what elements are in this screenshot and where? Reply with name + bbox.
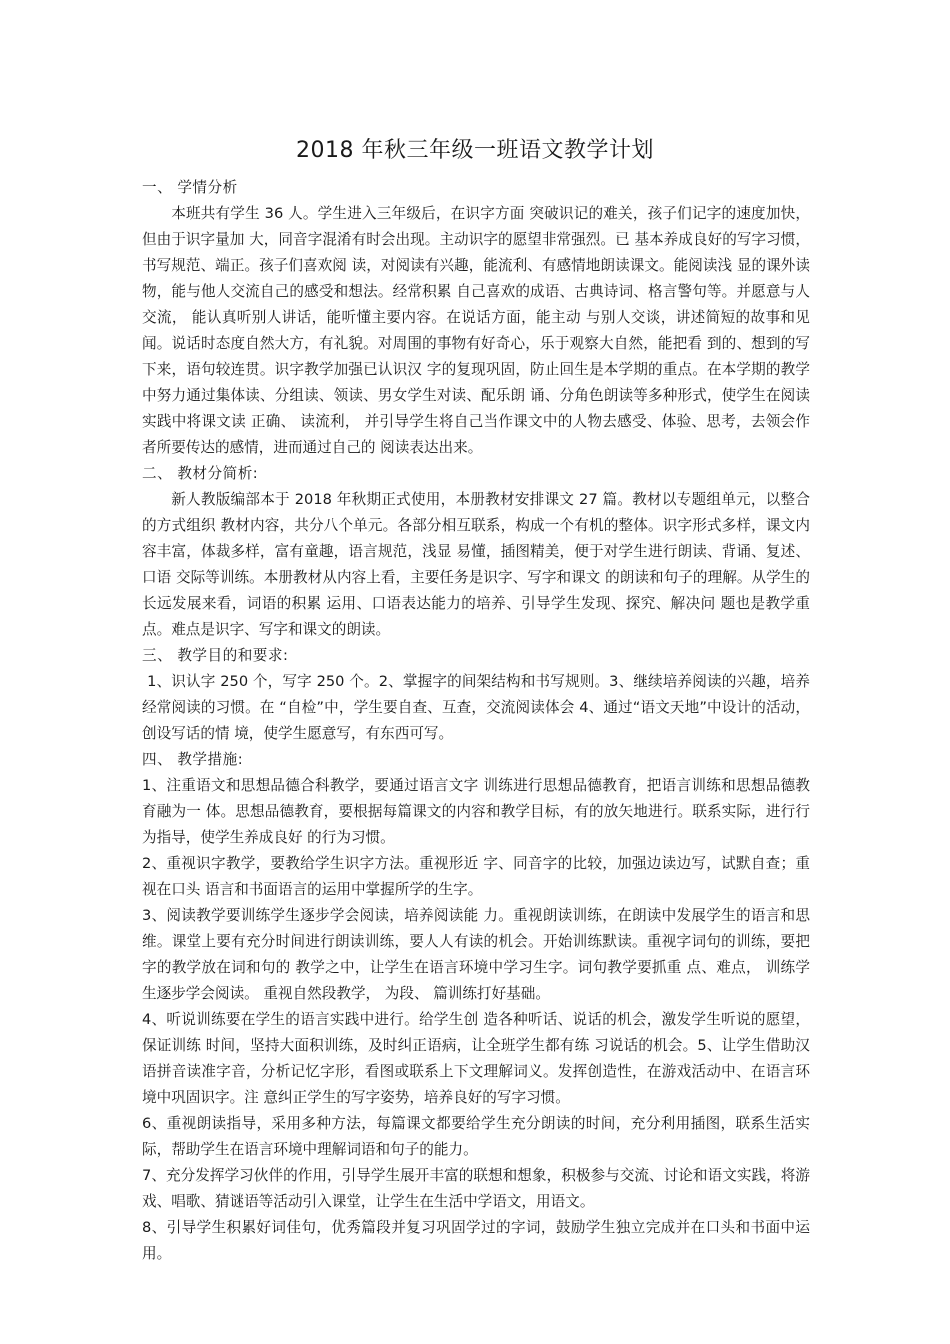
teaching-measure-item-2: 2、重视识字教学，要教给学生识字方法。重视形近 字、同音字的比较，加强边读边写，试默自查；重视在口头 语言和书面语言的运用中掌握所学的生字。	[142, 855, 810, 898]
section-heading-teaching-measures: 四、 教学措施:	[142, 751, 244, 768]
document-title: 2018 年秋三年级一班语文教学计划	[296, 138, 654, 163]
section-heading-teaching-goals: 三、 教学目的和要求:	[142, 647, 289, 664]
teaching-measure-item-6: 6、重视朗读指导，采用多种方法，每篇课文都要给学生充分朗读的时间，充分利用插图，联系生活实际，帮助学生在语言环境中理解词语和句子的能力。	[142, 1115, 810, 1158]
teaching-measure-item-3: 3、阅读教学要训练学生逐步学会阅读，培养阅读能 力。重视朗读训练，在朗读中发展学生的语言和思维。课堂上要有充分时间进行朗读训练，要人人有读的机会。开始训练默读。重视字词句的训练，要把字的教学放在词和句的 教学之中，让学生在语言环境中学习生字。词句教学要抓重 点、难点， 训练学生逐步学会阅读。 重视自然段教学， 为段、 篇训练打好基础。	[142, 907, 810, 1002]
textbook-analysis-paragraph: 新人教版编部本于 2018 年秋期正式使用，本册教材安排课文 27 篇。教材以专题组单元，以整合的方式组织 教材内容，共分八个单元。各部分相互联系，构成一个有机的整体。识字形式多样，课文内容丰富，体裁多样，富有童趣，语言规范，浅显 易懂，插图精美，便于对学生进行朗读、背诵、复述、口语 交际等训练。本册教材从内容上看，主要任务是识字、写字和课文 的朗读和句子的理解。从学生的长远发展来看，词语的积累 运用、口语表达能力的培养、引导学生发现、探究、解决问 题也是教学重点。难点是识字、写字和课文的朗读。	[142, 491, 810, 638]
teaching-goals-paragraph: 1、识认字 250 个，写字 250 个。2、掌握字的间架结构和书写规则。3、继续培养阅读的兴趣，培养经常阅读的习惯。在 “自检”中，学生要自查、互查，交流阅读体会 4、通过“语文天地”中设计的活动，创设写话的情 境，使学生愿意写，有东西可写。	[142, 673, 810, 742]
teaching-measure-item-7: 7、充分发挥学习伙伴的作用，引导学生展开丰富的联想和想象，积极参与交流、讨论和语文实践，将游戏、唱歌、猜谜语等活动引入课堂，让学生在生活中学语文，用语文。	[142, 1167, 810, 1210]
learning-analysis-paragraph: 本班共有学生 36 人。学生进入三年级后，在识字方面 突破识记的难关，孩子们记字的速度加快，但由于识字量加 大，同音字混淆有时会出现。主动识字的愿望非常强烈。已 基本养成良好的写字习惯，书写规范、端正。孩子们喜欢阅 读，对阅读有兴趣，能流利、有感情地朗读课文。能阅读浅 显的课外读物，能与他人交流自己的感受和想法。经常积累 自己喜欢的成语、古典诗词、格言警句等。并愿意与人交流， 能认真听别人讲话，能听懂主要内容。在说话方面，能主动 与别人交谈，讲述简短的故事和见闻。说话时态度自然大方，有礼貌。对周围的事物有好奇心，乐于观察大自然，能把看 到的、想到的写下来，语句较连贯。识字教学加强已认识汉 字的复现巩固，防止回生是本学期的重点。在本学期的教学 中努力通过集体读、分组读、领读、男女学生对读、配乐朗 诵、分角色朗读等多种形式，使学生在阅读实践中将课文读 正确、 读流利， 并引导学生将自己当作课文中的人物去感受、体验、思考，去领会作者所要传达的感情，进而通过自己的 阅读表达出来。	[142, 205, 810, 456]
section-heading-textbook-analysis: 二、 教材分简析:	[142, 465, 259, 482]
teaching-measure-item-8: 8、引导学生积累好词佳句，优秀篇段并复习巩固学过的字词，鼓励学生独立完成并在口头和书面中运用。	[142, 1219, 810, 1262]
document-body	[142, 175, 810, 1267]
teaching-measure-item-4: 4、听说训练要在学生的语言实践中进行。给学生创 造各种听话、说话的机会，激发学生听说的愿望，保证训练 时间，坚持大面积训练，及时纠正语病，让全班学生都有练 习说话的机会。5、让学生借助汉语拼音读准字音，分析记忆字形，看图或联系上下文理解词义。发挥创造性，在游戏活动中、在语言环境中巩固识字。注 意纠正学生的写字姿势，培养良好的写字习惯。	[142, 1011, 810, 1106]
teaching-measure-item-1: 1、注重语文和思想品德合科教学，要通过语言文字 训练进行思想品德教育，把语言训练和思想品德教育融为一 体。思想品德教育，要根据每篇课文的内容和教学目标，有的放矢地进行。联系实际，进行行为指导，使学生养成良好 的行为习惯。	[142, 777, 810, 846]
section-heading-learning-analysis: 一、 学情分析	[142, 179, 238, 196]
